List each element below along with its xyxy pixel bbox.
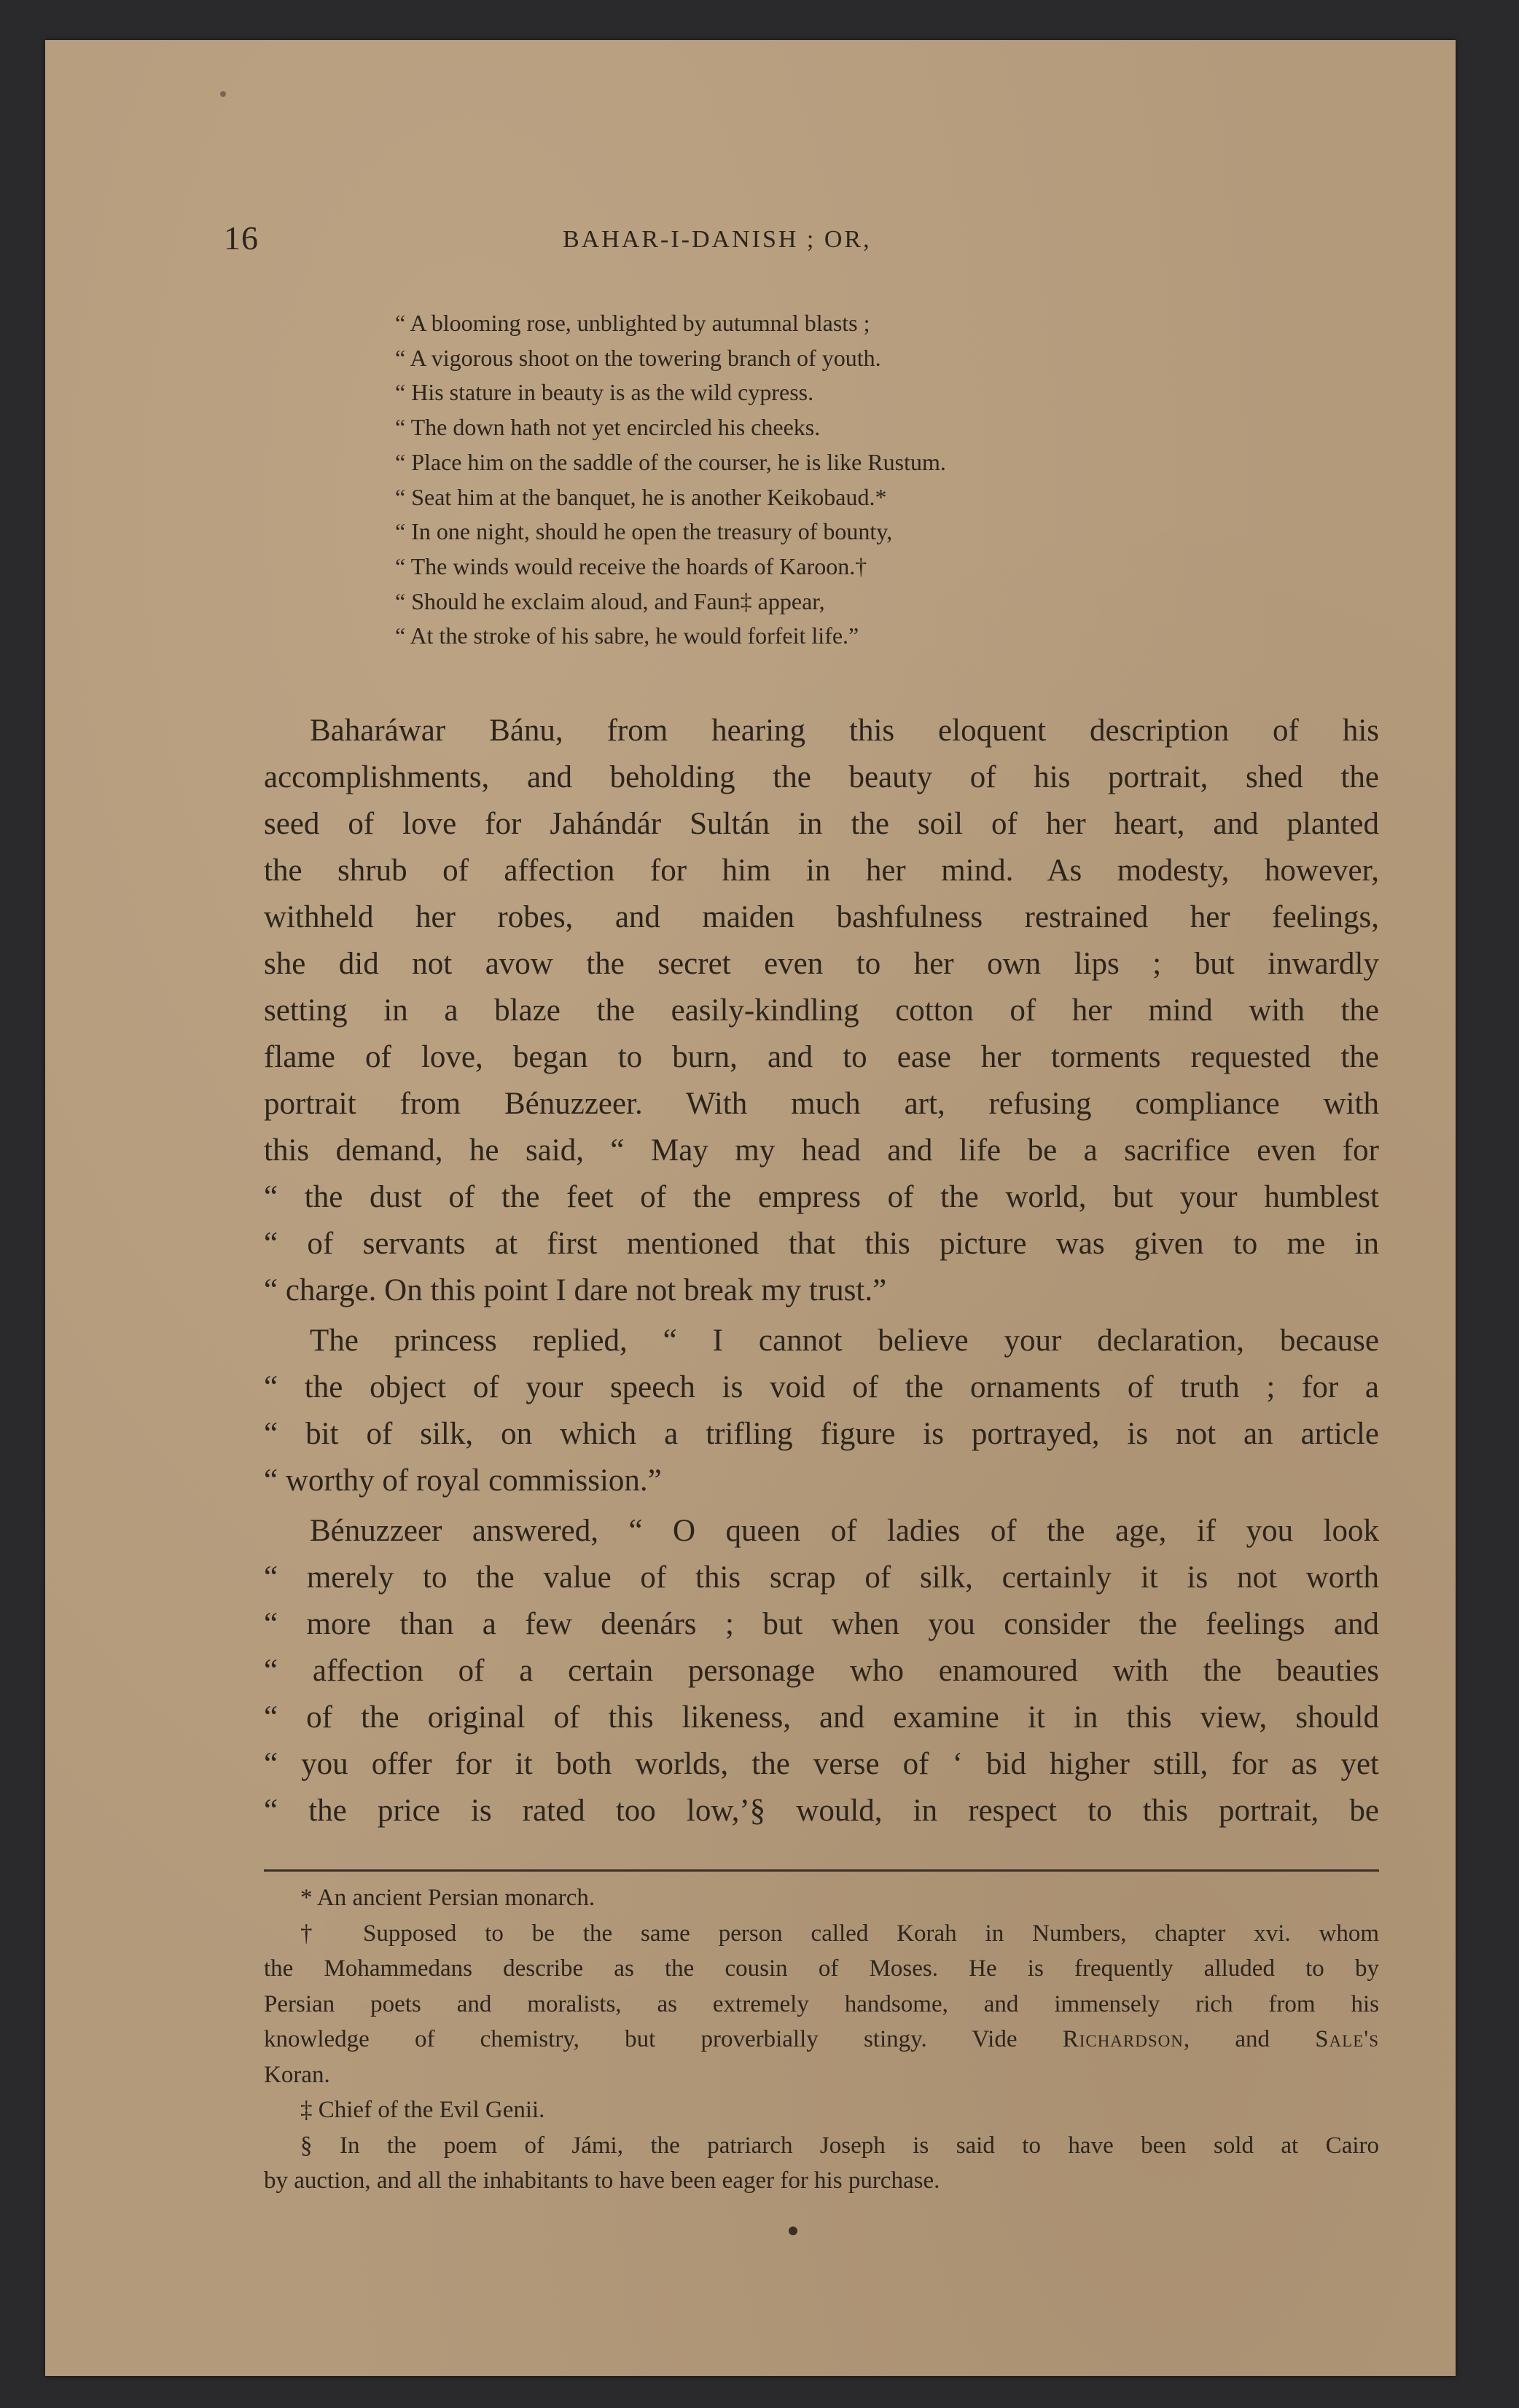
footnotes (264, 1880, 1379, 2199)
verse-line: “ The winds would receive the hoards of Karoon.† (395, 552, 867, 579)
text-line: The princess replied, “ I cannot believe your declaration, because (310, 1324, 1379, 1358)
footnote-line: Koran. (264, 2061, 330, 2088)
verse-line: “ Should he exclaim aloud, and Faun‡ appear, (395, 587, 825, 614)
text-line: “ the price is rated too low,’§ would, in respect to this portrait, be (264, 1794, 1379, 1828)
running-title: BAHAR-I-DANISH ; OR, (563, 226, 872, 253)
footnote-divider (264, 1869, 1379, 1872)
page-header (45, 219, 1456, 262)
verse-line: “ A blooming rose, unblighted by autumnal blasts ; (395, 310, 870, 336)
footnote-text: , and (1183, 2026, 1316, 2052)
text-line: “ you offer for it both worlds, the verse of ‘ bid higher still, for as yet (264, 1747, 1379, 1781)
verse-line: “ The down hath not yet encircled his cheeks. (395, 414, 821, 441)
text-line: “ worthy of royal commission.” (264, 1463, 662, 1498)
text-line: Bénuzzeer answered, “ O queen of ladies of the age, if you look (310, 1514, 1379, 1548)
verse-line: “ Seat him at the banquet, he is another Keikobaud.* (395, 483, 887, 510)
text-line: flame of love, began to burn, and to ease her torments requested the (264, 1040, 1379, 1074)
paragraph (264, 1318, 1379, 1504)
footnote-line: by auction, and all the inhabitants to have been eager for his purchase. (264, 2167, 940, 2194)
paragraph (264, 1508, 1379, 1834)
text-line: “ of the original of this likeness, and examine it in this view, should (264, 1700, 1379, 1735)
footnote-line (264, 2022, 1379, 2057)
verse-line: “ In one night, should he open the treasury of bounty, (395, 518, 893, 545)
verse-line: “ Place him on the saddle of the courser, he is like Rustum. (395, 448, 946, 475)
text-line: “ merely to the value of this scrap of silk, certainly it is not worth (264, 1560, 1379, 1595)
text-line: portrait from Bénuzzeer. With much art, refusing compliance with (264, 1087, 1379, 1121)
verse-line: “ At the stroke of his sabre, he would forfeit life.” (395, 622, 859, 649)
ink-speck (789, 2227, 797, 2235)
verse-block (395, 306, 1343, 654)
text-line: withheld her robes, and maiden bashfulness restrained her feelings, (264, 900, 1379, 934)
verse-line: “ A vigorous shoot on the towering branch of youth. (395, 344, 881, 371)
text-line: “ the object of your speech is void of the ornaments of truth ; for a (264, 1370, 1379, 1404)
text-line: “ of servants at first mentioned that this picture was given to me in (264, 1227, 1379, 1261)
footnote-text: knowledge of chemistry, but proverbially stingy. Vide (264, 2026, 1063, 2052)
footnote: * An ancient Persian monarch. (300, 1885, 596, 1911)
text-line: this demand, he said, “ May my head and life be a sacrifice even for (264, 1133, 1379, 1168)
text-line: “ affection of a certain personage who enamoured with the beauties (264, 1654, 1379, 1688)
page-number: 16 (224, 219, 259, 257)
text-line: seed of love for Jahándár Sultán in the soil of her heart, and planted (264, 807, 1379, 841)
body-text (264, 708, 1379, 1834)
author-name-sale: Sale's (1315, 2026, 1379, 2052)
paragraph (264, 708, 1379, 1314)
author-name-richardson: Richardson (1062, 2026, 1184, 2052)
text-line: “ more than a few deenárs ; but when you consider the feelings and (264, 1607, 1379, 1641)
book-page (45, 40, 1456, 2376)
footnote: † Supposed to be the same person called Korah in Numbers, chapter xvi. whom (300, 1920, 1379, 1947)
text-line: “ charge. On this point I dare not break my trust.” (264, 1273, 887, 1307)
text-line: the shrub of affection for him in her mind. As modesty, however, (264, 853, 1379, 888)
text-line: setting in a blaze the easily-kindling cotton of her mind with the (264, 993, 1379, 1028)
footnote: § In the poem of Jámi, the patriarch Joseph is said to have been sold at Cairo (300, 2132, 1379, 2159)
footnote-line: the Mohammedans describe as the cousin of Moses. He is frequently alluded to by (264, 1955, 1379, 1982)
footnote-line: Persian poets and moralists, as extremely handsome, and immensely rich from his (264, 1990, 1379, 2017)
text-line: accomplishments, and beholding the beauty of his portrait, shed the (264, 760, 1379, 794)
text-line: Baharáwar Bánu, from hearing this eloquent description of his (310, 714, 1379, 748)
ink-speck (220, 91, 226, 97)
verse-line: “ His stature in beauty is as the wild cypress. (395, 379, 814, 406)
footnote: ‡ Chief of the Evil Genii. (300, 2097, 545, 2123)
text-line: “ bit of silk, on which a trifling figure is portrayed, is not an article (264, 1417, 1379, 1451)
text-line: “ the dust of the feet of the empress of the world, but your humblest (264, 1180, 1379, 1214)
text-line: she did not avow the secret even to her own lips ; but inwardly (264, 947, 1379, 981)
